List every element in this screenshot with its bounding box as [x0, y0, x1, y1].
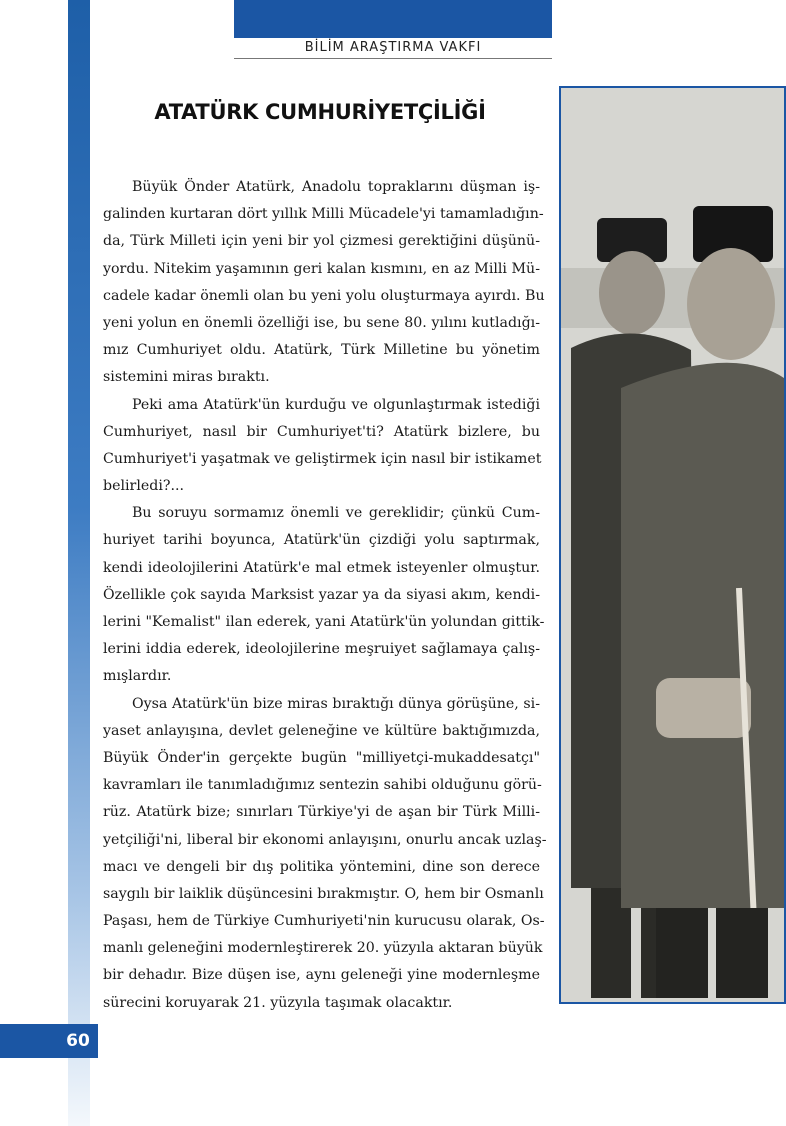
text-line: bir dehadır. Bize düşen ise, aynı geleneği yine modernleşme: [103, 967, 540, 984]
text-line: galinden kurtaran dört yıllık Milli Mücadele'yi tamamladığın-: [103, 206, 544, 223]
text-line: sistemini miras bıraktı.: [103, 369, 270, 386]
article-body: [103, 174, 547, 1017]
text-line: yeni yolun en önemli özelliği ise, bu sene 80. yılını kutladığı-: [103, 314, 540, 331]
text-line: Paşası, hem de Türkiye Cumhuriyeti'nin kurucusu olarak, Os-: [103, 913, 545, 930]
text-line: lerini "Kemalist" ilan ederek, yani Atatürk'ün yolundan gittik-: [103, 614, 545, 630]
text-line: rüz. Atatürk bize; sınırları Türkiye'yi de aşan bir Türk Milli-: [103, 804, 540, 821]
text-line: Cumhuriyet'i yaşatmak ve geliştirmek için nasıl bir istikamet: [103, 450, 542, 467]
text-line: Özellikle çok sayıda Marksist yazar ya da siyasi akım, kendi-: [103, 586, 540, 603]
page-number: 60: [66, 1031, 90, 1051]
text-line: Oysa Atatürk'ün bize miras bıraktığı dünya görüşüne, si-: [132, 695, 540, 712]
text-line: da, Türk Milleti için yeni bir yol çizmesi gerektiğini düşünü-: [103, 233, 540, 250]
text-line: mışlardır.: [103, 668, 172, 685]
text-line: Peki ama Atatürk'ün kurduğu ve olgunlaştırmak istediği: [132, 396, 540, 413]
header-color-block: [234, 0, 552, 38]
text-line: Büyük Önder'in gerçekte bugün "milliyetçi-mukaddesatçı": [103, 749, 540, 766]
text-line: manlı geleneğini modernleştirerek 20. yüzyıla aktaran büyük: [103, 940, 543, 957]
text-line: belirledi?...: [103, 478, 185, 495]
text-line: yordu. Nitekim yaşamının geri kalan kısmını, en az Milli Mü-: [103, 260, 540, 277]
text-line: kavramları ile tanımladığımız sentezin sahibi olduğunu görü-: [103, 777, 542, 794]
text-line: lerini iddia ederek, ideolojilerine meşruiyet sağlamaya çalış-: [103, 641, 540, 658]
text-line: sürecini koruyarak 21. yüzyıla taşımak olacaktır.: [103, 994, 453, 1011]
left-accent-bar: [68, 0, 90, 1126]
header-organization: BİLİM ARAŞTIRMA VAKFI: [304, 40, 482, 55]
text-line: kendi ideolojilerini Atatürk'e mal etmek isteyenler olmuştur.: [103, 559, 540, 576]
text-line: huriyet tarihi boyunca, Atatürk'ün çizdiği yolu saptırmak,: [103, 532, 540, 549]
header-rule: [234, 58, 552, 59]
text-line: saygılı bir laiklik düşüncesini bırakmıştır. O, hem bir Osmanlı: [103, 885, 544, 902]
text-line: cadele kadar önemli olan bu yeni yolu oluşturmaya ayırdı. Bu: [103, 287, 545, 304]
text-line: Bu soruyu sormamız önemli ve gereklidir; çünkü Cum-: [132, 505, 540, 522]
text-line: mız Cumhuriyet oldu. Atatürk, Türk Milletine bu yönetim: [103, 342, 540, 359]
text-line: yaset anlayışına, devlet geleneğine ve kültüre baktığımızda,: [103, 722, 540, 739]
article-title: ATATÜRK CUMHURİYETÇİLİĞİ: [154, 100, 486, 124]
text-line: Cumhuriyet, nasıl bir Cumhuriyet'ti? Atatürk bizlere, bu: [103, 423, 540, 440]
officers-photo-icon: [561, 88, 784, 1002]
text-line: yetçiliği'ni, liberal bir ekonomi anlayışını, onurlu ancak uzlaş-: [103, 831, 547, 848]
text-line: Büyük Önder Atatürk, Anadolu topraklarını düşman iş-: [132, 179, 540, 195]
text-line: macı ve dengeli bir dış politika yöntemini, dine son derece: [103, 858, 540, 875]
historical-photo: [559, 86, 786, 1004]
